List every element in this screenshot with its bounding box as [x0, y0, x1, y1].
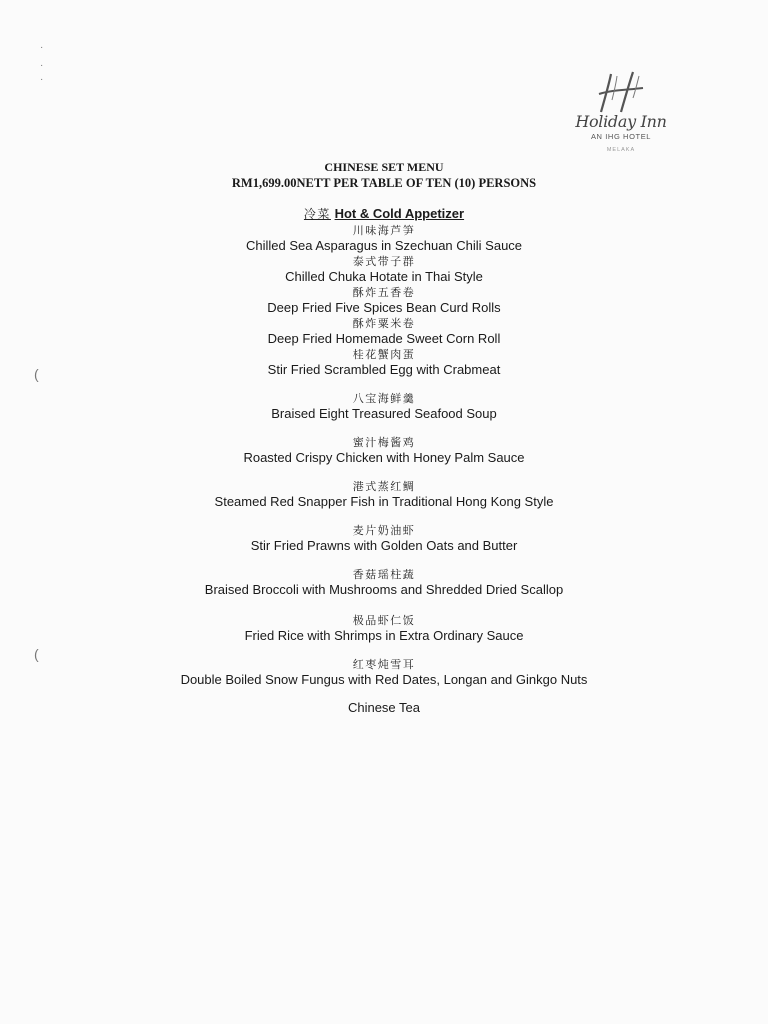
dish-name-zh: 酥炸粟米卷: [352, 317, 416, 330]
dish-name-en: Chilled Sea Asparagus in Szechuan Chili Sauce: [245, 238, 523, 253]
menu-list: [0, 204, 768, 716]
dish-name-zh: 酥炸五香卷: [352, 286, 416, 299]
dish-name-en: Stir Fried Prawns with Golden Oats and Butter: [250, 538, 518, 553]
course-item: [0, 657, 768, 688]
dish-name-zh: 麦片奶油虾: [352, 524, 416, 537]
scan-mark: ·: [40, 60, 44, 71]
dish-name-zh: 桂花蟹肉蛋: [352, 348, 416, 361]
logo-brand: Holiday Inn: [575, 112, 667, 131]
logo-tagline: AN IHG HOTEL: [590, 132, 652, 141]
dish-name-zh: 蜜汁梅酱鸡: [352, 436, 416, 449]
appetizer-item: [0, 223, 768, 254]
menu-price: RM1,699.00NETT PER TABLE OF TEN (10) PERSONS: [231, 176, 537, 190]
dish-name-en: Steamed Red Snapper Fish in Traditional Hong Kong Style: [214, 494, 554, 509]
holiday-inn-h-icon: [591, 70, 651, 114]
appetizer-item: [0, 285, 768, 316]
course-item: [0, 435, 768, 466]
dish-name-en: Deep Fried Homemade Sweet Corn Roll: [267, 331, 501, 346]
dish-name-en: Braised Broccoli with Mushrooms and Shredded Dried Scallop: [204, 582, 564, 597]
course-item: [0, 613, 768, 644]
dish-name-zh: 港式蒸红鲷: [352, 480, 416, 493]
dish-name-zh: 香菇瑶柱蔬: [352, 568, 416, 581]
course-item: [0, 523, 768, 554]
dish-name-en: Double Boiled Snow Fungus with Red Dates, Longan and Ginkgo Nuts: [180, 672, 588, 687]
menu-header: [0, 160, 768, 191]
dish-name-zh: 川味海芦笋: [352, 224, 416, 237]
appetizer-item: [0, 347, 768, 378]
course-item: [0, 567, 768, 598]
dish-name-en: Fried Rice with Shrimps in Extra Ordinary Sauce: [244, 628, 524, 643]
dish-name-en: Deep Fried Five Spices Bean Curd Rolls: [267, 300, 501, 315]
dish-name-zh: 八宝海鲜羹: [352, 392, 416, 405]
appetizer-item: [0, 254, 768, 285]
appetizer-item: [0, 316, 768, 347]
dish-name-en: Roasted Crispy Chicken with Honey Palm Sauce: [243, 450, 525, 465]
scan-mark: (: [34, 646, 39, 662]
hotel-logo: [566, 70, 676, 162]
menu-title: CHINESE SET MENU: [324, 160, 444, 174]
appetizer-heading: [0, 204, 768, 223]
logo-city: MELAKA: [606, 147, 636, 153]
dish-name-en: Braised Eight Treasured Seafood Soup: [271, 406, 497, 421]
chinese-tea: Chinese Tea: [347, 700, 421, 715]
dish-name-zh: 泰式带子群: [352, 255, 416, 268]
scan-mark: ·: [40, 42, 44, 53]
course-item: [0, 479, 768, 510]
scan-mark: (: [34, 366, 39, 382]
course-item: [0, 391, 768, 422]
dish-name-zh: 极品虾仁饭: [352, 614, 416, 627]
scan-mark: ·: [40, 74, 44, 85]
dish-name-zh: 红枣炖雪耳: [352, 658, 416, 671]
appetizer-heading-en: Hot & Cold Appetizer: [334, 206, 465, 221]
appetizer-heading-zh: 冷菜: [303, 207, 331, 221]
dish-name-en: Stir Fried Scrambled Egg with Crabmeat: [267, 362, 501, 377]
dish-name-en: Chilled Chuka Hotate in Thai Style: [285, 269, 483, 284]
